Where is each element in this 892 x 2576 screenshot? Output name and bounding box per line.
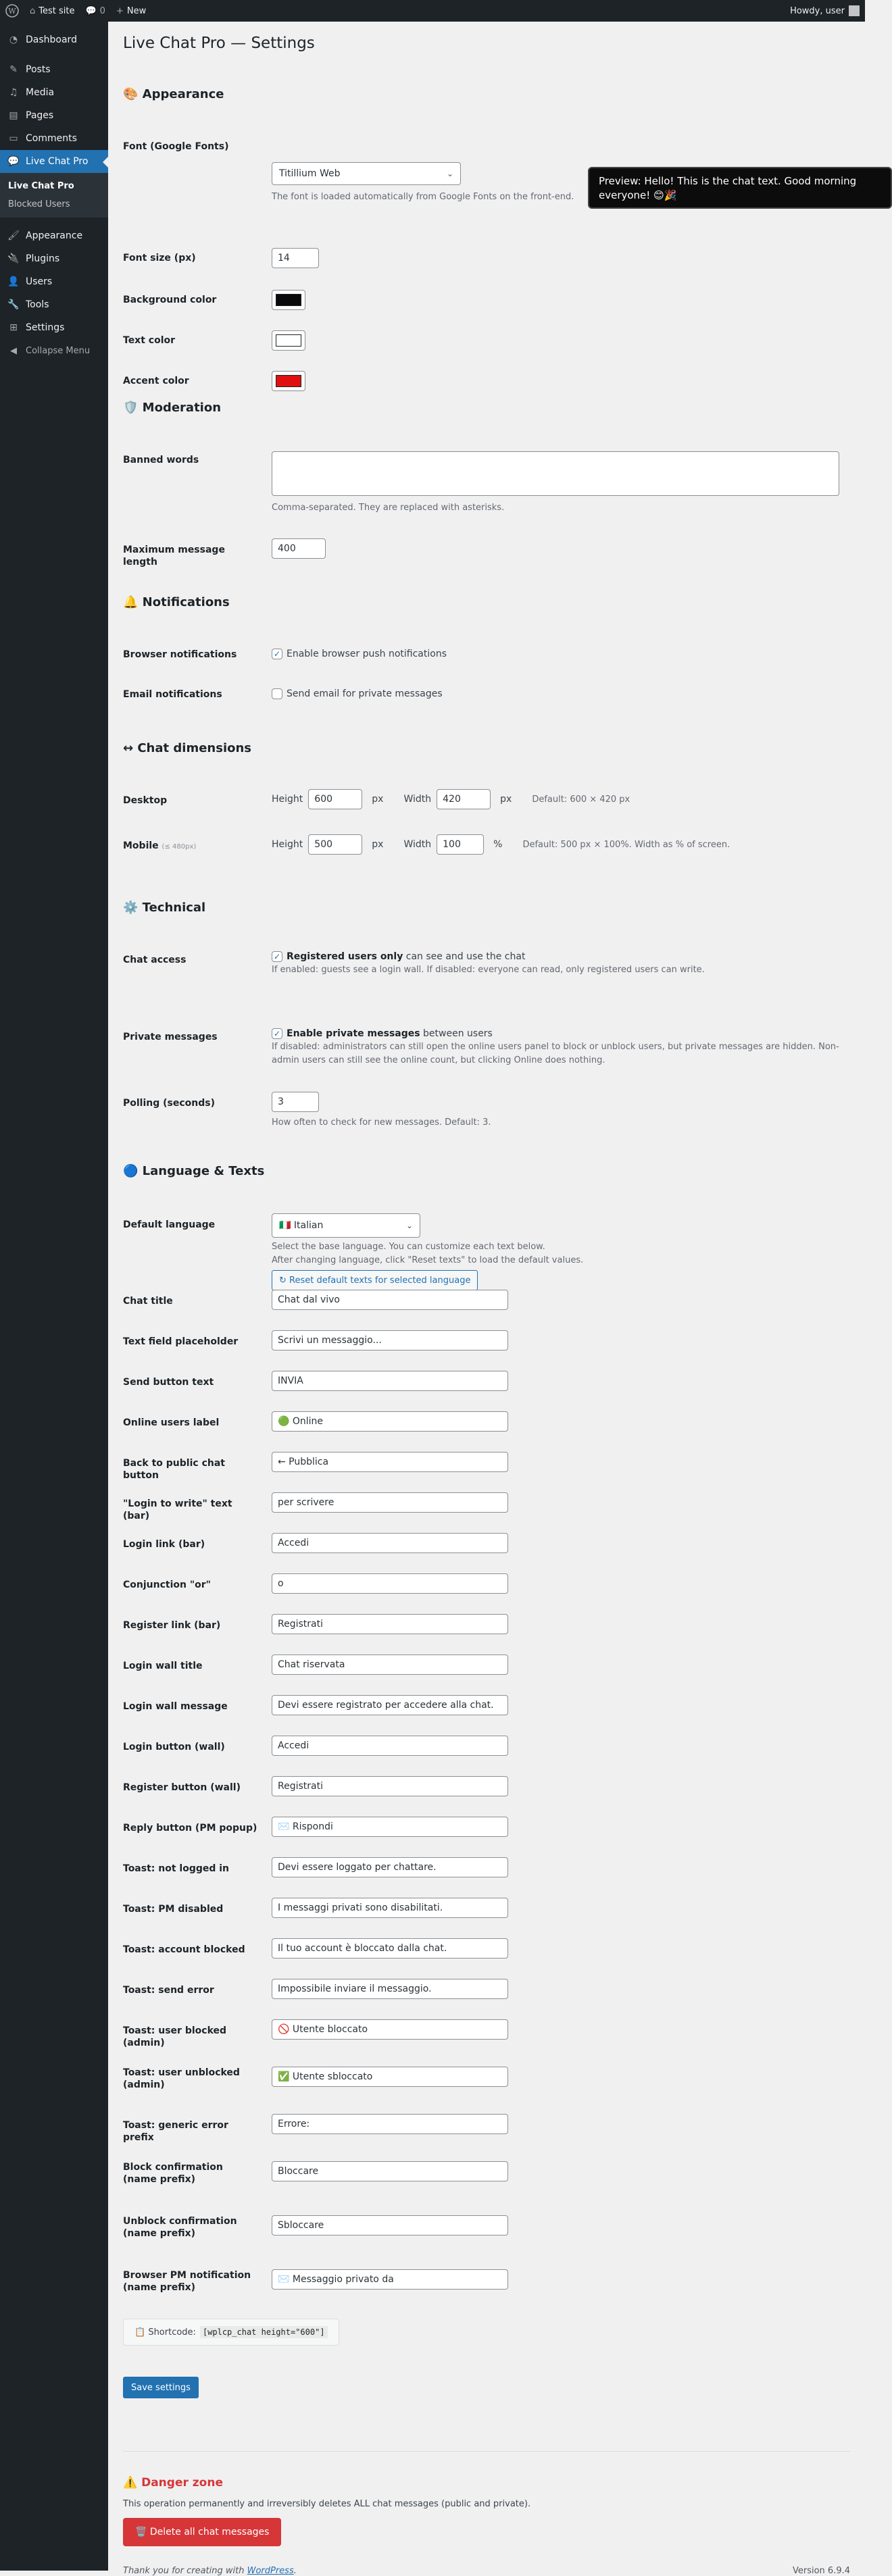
language-field-label: Toast: not logged in [123,1863,230,1874]
polling-description: How often to check for new messages. Default: 3. [272,1117,491,1128]
sidebar-item-appearance[interactable]: 🖌 Appearance [7,230,83,241]
language-field-label: Conjunction "or" [123,1580,211,1590]
wordpress-link[interactable]: WordPress [247,2566,294,2576]
sidebar-item-live-chat-pro[interactable]: 💬 Live Chat Pro [0,150,108,173]
danger-zone-heading: ⚠️ Danger zone [123,2476,223,2490]
page-title: Live Chat Pro — Settings [123,34,315,52]
private-messages-description: If disabled: administrators can still open the online users panel to block or unblock users, but private messages are hidden. Non-admin users can still see the online count, but clicking Online does nothing. [272,1042,839,1065]
mobile-label-wrap [123,840,258,853]
collapse-icon: ◀ [10,345,17,356]
language-field-label: Toast: user unblocked (admin) [123,2067,240,2090]
chat-access-option[interactable]: ✓ Registered users only can see and use the chat [272,951,839,962]
default-language-label: Default language [123,1219,216,1230]
wordpress-logo-icon[interactable] [0,0,24,22]
bg-color-label: Background color [123,295,217,305]
sidebar-item-tools[interactable]: 🔧 Tools [7,299,49,310]
language-field-input[interactable]: Impossibile inviare il messaggio. [272,1979,508,1999]
sidebar-item-plugins[interactable]: 🔌 Plugins [7,253,60,264]
section-notifications-heading: 🔔 Notifications [123,595,230,609]
shortcode-box-wrap [123,2319,339,2346]
language-field-label: Toast: account blocked [123,1944,245,1955]
desktop-height-unit: px [372,794,384,805]
mobile-default-text: Default: 500 px × 100%. Width as % of screen. [522,839,730,850]
language-field-label: Toast: PM disabled [123,1904,224,1915]
language-field-label: Block confirmation (name prefix) [123,2162,223,2185]
language-field-input[interactable]: Registrati [272,1614,508,1634]
comments-link[interactable]: 💬 0 [85,5,105,16]
language-field-label: Login wall title [123,1661,203,1671]
reset-texts-button[interactable]: ↻ Reset default texts for selected language [272,1270,478,1290]
language-field-input[interactable]: Devi essere registrato per accedere alla chat. [272,1695,508,1715]
language-field-input[interactable]: Chat riservata [272,1655,508,1675]
polling-label: Polling (seconds) [123,1098,216,1109]
font-select[interactable]: Titillium Web ⌄ [272,162,461,185]
sidebar-item-media[interactable]: ♫ Media [0,81,108,104]
users-icon: 👤 [7,276,20,287]
language-field-label: "Login to write" text (bar) [123,1498,232,1521]
plugin-icon: 🔌 [7,253,20,264]
admin-sidebar [0,22,108,2571]
language-field-input[interactable]: per scrivere [272,1492,508,1513]
svg-text:W: W [8,7,16,16]
email-notifications-option[interactable]: Send email for private messages [272,688,443,699]
sidebar-item-settings[interactable]: ⊞ Settings [0,316,108,339]
bg-color-picker[interactable] [272,290,305,310]
pin-icon: ✎ [9,64,18,75]
language-field-input[interactable]: ← Pubblica [272,1452,508,1472]
dashboard-icon: ◔ [9,34,18,45]
shortcode-label: 📋 Shortcode: [134,2327,196,2338]
polling-input[interactable]: 3 [272,1092,319,1112]
brush-icon: 🖌 [7,230,20,241]
desktop-label: Desktop [123,795,168,806]
desktop-width-label: Width [403,794,432,805]
language-field-input[interactable]: Devi essere loggato per chattare. [272,1857,508,1877]
new-content-link[interactable]: + New [116,5,147,16]
sidebar-item-users[interactable]: 👤 Users [7,276,53,287]
email-notifications-label: Email notifications [123,689,222,700]
wrench-icon: 🔧 [7,299,20,310]
desktop-width-unit: px [500,794,512,805]
sidebar-item-posts[interactable]: ✎ Posts [0,58,108,81]
accent-color-label: Accent color [123,376,189,386]
private-messages-label: Private messages [123,1032,218,1042]
language-field-input[interactable]: I messaggi privati sono disabilitati. [272,1898,508,1918]
chat-access-checkbox[interactable]: ✓ [272,951,282,962]
language-description-1: Select the base language. You can customize each text below. [272,1242,545,1252]
sidebar-item-dashboard[interactable]: ◔ Dashboard [0,28,108,51]
font-label: Font (Google Fonts) [123,141,229,152]
desktop-height-input[interactable]: 600 [308,789,362,809]
live-chat-submenu [0,173,108,218]
desktop-height-label: Height [272,794,303,805]
section-technical-heading: ⚙️ Technical [123,901,206,915]
language-field-input[interactable]: o [272,1573,508,1594]
mobile-width-unit: % [493,839,503,850]
language-description-2: After changing language, click "Reset texts" to load the default values. [272,1255,584,1265]
max-length-input[interactable]: 400 [272,538,326,559]
language-field-input[interactable]: ✅ Utente sbloccato [272,2067,508,2087]
sidebar-item-pages[interactable]: ▤ Pages [0,104,108,127]
banned-words-label: Banned words [123,455,199,465]
language-field-label: Chat title [123,1296,173,1307]
section-appearance-heading: 🎨 Appearance [123,87,224,101]
settings-icon: ⊞ [9,322,18,333]
mobile-height-label: Height [272,839,303,850]
font-size-label: Font size (px) [123,253,196,263]
mobile-height-unit: px [372,839,384,850]
danger-zone-description: This operation permanently and irreversibly deletes ALL chat messages (public and private). [123,2499,531,2509]
shortcode-code: [wplcp_chat height="600"] [200,2326,328,2338]
font-description: The font is loaded automatically from Google Fonts on the front-end. [272,192,574,202]
language-field-input[interactable]: ✉️ Messaggio privato da [272,2269,508,2290]
section-language-heading: 🔵 Language & Texts [123,1164,265,1178]
text-color-label: Text color [123,335,176,346]
language-field-label: Login button (wall) [123,1742,225,1752]
site-name-link[interactable]: ⌂ Test site [30,5,75,16]
footer-version: Version 6.9.4 [792,2566,850,2576]
language-field-input[interactable]: Scrivi un messaggio... [272,1330,508,1350]
comments-icon: ▭ [9,133,18,144]
delete-all-messages-button[interactable]: 🗑️ Delete all chat messages [123,2518,281,2546]
media-icon: ♫ [9,87,18,98]
danger-zone [123,2451,850,2546]
language-field-input[interactable]: INVIA [272,1371,508,1391]
chat-access-label: Chat access [123,955,187,965]
pages-icon: ▤ [9,110,18,121]
browser-notifications-checkbox[interactable]: ✓ [272,649,282,659]
language-field-input[interactable]: Sbloccare [272,2215,508,2236]
home-icon: ⌂ [30,5,36,16]
submenu-item-live-chat-pro[interactable]: Live Chat Pro [8,181,74,191]
max-length-label: Maximum message length [123,545,225,567]
language-field-input[interactable]: Bloccare [272,2161,508,2181]
save-settings-button[interactable]: Save settings [123,2377,199,2398]
language-field-label: Toast: send error [123,1985,214,1996]
mobile-note: (≤ 480px) [162,843,197,851]
browser-notifications-option[interactable]: ✓ Enable browser push notifications [272,649,447,659]
default-language-select[interactable]: 🇮🇹 Italian ⌄ [272,1213,420,1238]
mobile-width-label: Width [403,839,432,850]
language-field-label: Browser PM notification (name prefix) [123,2270,251,2293]
shortcode-box [123,2319,339,2346]
language-field-input[interactable]: Chat dal vivo [272,1290,508,1310]
font-preview-box: Preview: Hello! This is the chat text. Good morning everyone! 😊🎉 [588,167,892,209]
language-field-input[interactable]: 🟢 Online [272,1411,508,1432]
main-content [123,22,857,2576]
private-messages-option[interactable]: ✓ Enable private messages between users [272,1028,839,1039]
desktop-default-text: Default: 600 × 420 px [532,794,630,805]
chevron-down-icon: ⌄ [446,169,453,178]
language-field-input[interactable]: Accedi [272,1533,508,1553]
private-messages-checkbox[interactable]: ✓ [272,1028,282,1039]
language-field-input[interactable]: Errore: [272,2114,508,2134]
comment-bubble-icon: 💬 [85,5,97,16]
language-field-input[interactable]: Il tuo account è bloccato dalla chat. [272,1938,508,1959]
mobile-height-input[interactable]: 500 [308,834,362,855]
desktop-width-input[interactable]: 420 [437,789,491,809]
admin-bar [0,0,865,22]
language-field-label: Register button (wall) [123,1782,241,1793]
language-field-label: Login link (bar) [123,1539,205,1550]
mobile-width-input[interactable]: 100 [437,834,484,855]
text-color-picker[interactable] [272,330,305,351]
language-field-label: Back to public chat button [123,1458,225,1481]
footer-thanks: Thank you for creating with WordPress. [123,2566,297,2576]
language-field-input[interactable]: 🚫 Utente bloccato [272,2019,508,2040]
language-field-label: Text field placeholder [123,1336,239,1347]
browser-notifications-label: Browser notifications [123,649,237,660]
language-field-label: Online users label [123,1417,220,1428]
font-size-input[interactable]: 14 [272,248,319,268]
language-field-input[interactable]: Accedi [272,1736,508,1756]
plus-icon: + [116,5,124,16]
submenu-item-blocked-users[interactable]: Blocked Users [8,199,70,209]
collapse-menu-button[interactable]: ◀ Collapse Menu [0,339,108,362]
mobile-label: Mobile [123,840,159,851]
avatar [849,5,860,16]
banned-words-description: Comma-separated. They are replaced with asterisks. [272,503,505,513]
language-field-input[interactable]: Registrati [272,1776,508,1796]
language-field-label: Login wall message [123,1701,228,1712]
language-field-label: Register link (bar) [123,1620,221,1631]
language-field-label: Toast: user blocked (admin) [123,2025,227,2048]
email-notifications-checkbox[interactable] [272,688,282,699]
language-field-input[interactable]: ✉️ Rispondi [272,1817,508,1837]
chat-icon: 💬 [7,156,20,167]
my-account-link[interactable]: Howdy, user [785,0,865,22]
language-field-label: Unblock confirmation (name prefix) [123,2216,237,2239]
language-field-label: Toast: generic error prefix [123,2120,228,2143]
section-moderation-heading: 🛡️ Moderation [123,401,222,415]
section-dimensions-heading: ↔ Chat dimensions [123,741,252,755]
sidebar-item-comments[interactable]: ▭ Comments [0,127,108,150]
chat-access-description: If enabled: guests see a login wall. If disabled: everyone can read, only registered users can write. [272,965,705,975]
accent-color-picker[interactable] [272,371,305,391]
language-field-label: Send button text [123,1377,214,1388]
footer [123,2566,850,2576]
language-field-label: Reply button (PM popup) [123,1823,257,1834]
banned-words-textarea[interactable] [272,451,839,496]
chevron-down-icon: ⌄ [405,1221,413,1230]
